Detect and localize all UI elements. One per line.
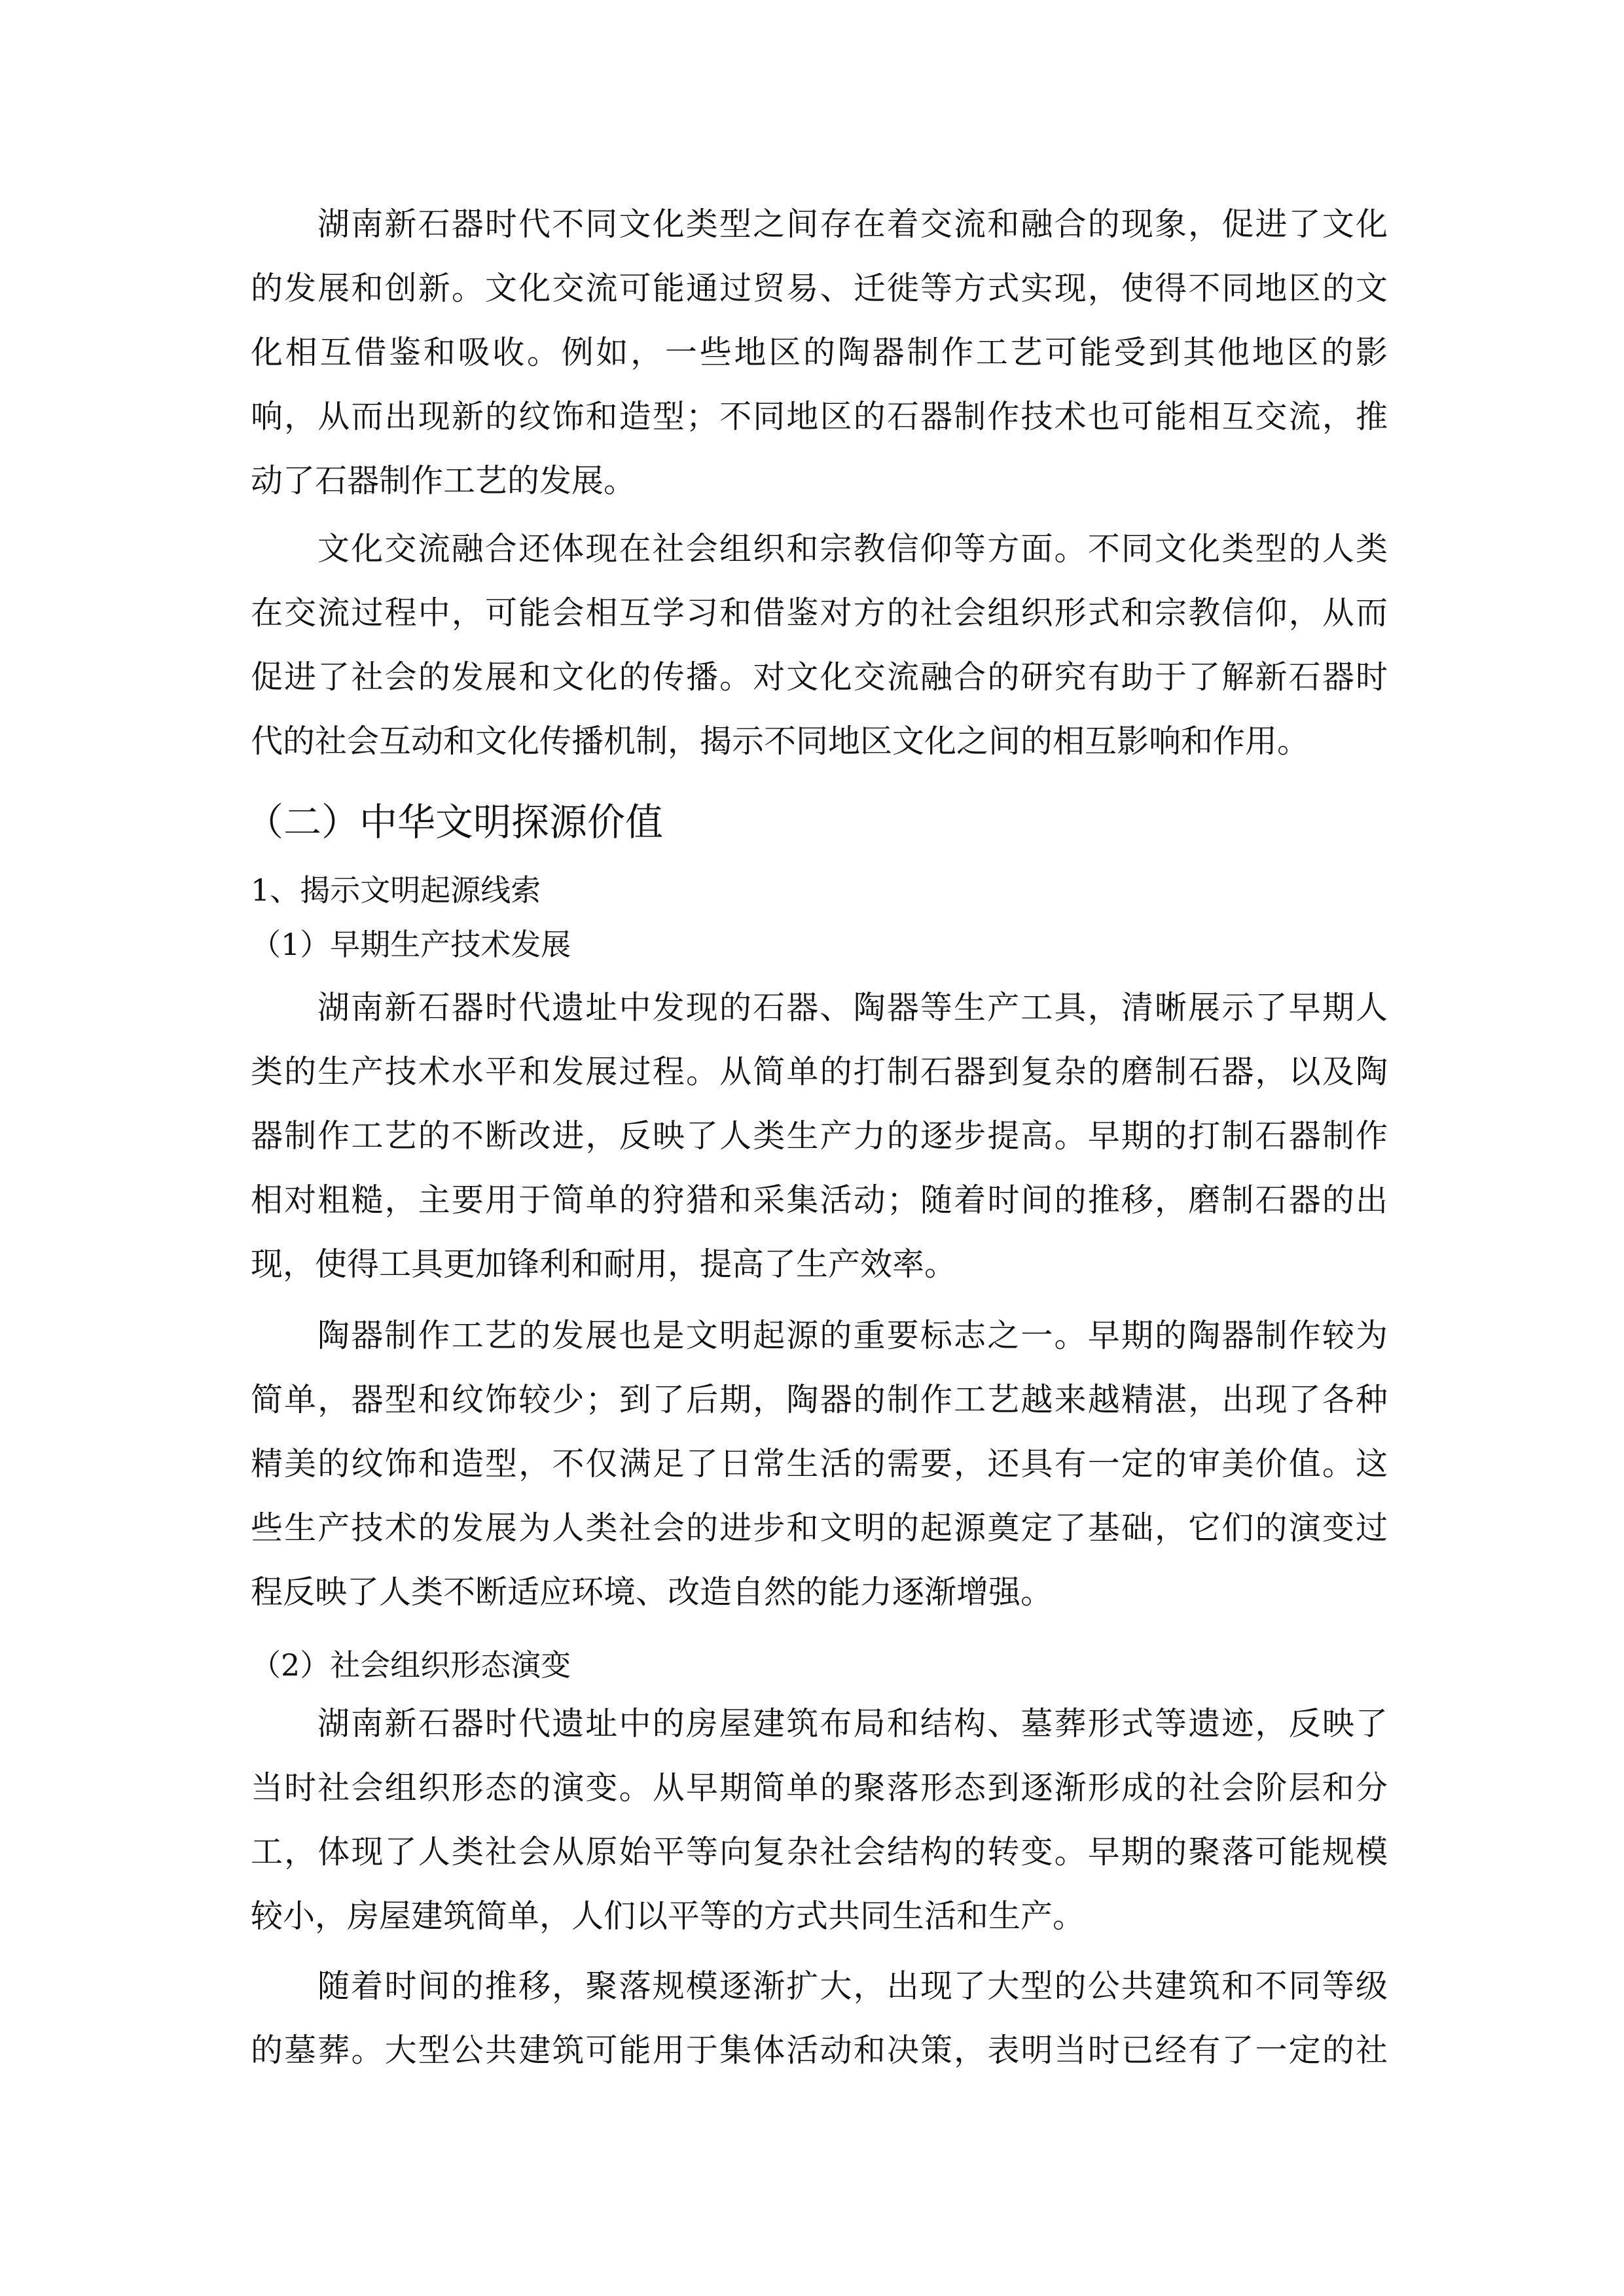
paragraph-line: 的墓葬。大型公共建筑可能用于集体活动和决策，表明当时已经有了一定的社 [251, 2032, 1388, 2069]
paragraph-line: 工，体现了人类社会从原始平等向复杂社会结构的转变。早期的聚落可能规模 [251, 1833, 1388, 1871]
paragraph-line: 些生产技术的发展为人类社会的进步和文明的起源奠定了基础，它们的演变过 [251, 1509, 1388, 1547]
paragraph-line: 代的社会互动和文化传播机制，揭示不同地区文化之间的相互影响和作用。 [251, 723, 1310, 760]
paragraph-line: 响，从而出现新的纹饰和造型；不同地区的石器制作技术也可能相互交流，推 [251, 398, 1388, 435]
paragraph-line: 相对粗糙，主要用于简单的狩猎和采集活动；随着时间的推移，磨制石器的出 [251, 1181, 1388, 1219]
section-heading: （二）中华文明探源价值 [245, 800, 664, 844]
paragraph-line: 化相互借鉴和吸收。例如，一些地区的陶器制作工艺可能受到其他地区的影 [251, 334, 1388, 371]
paragraph-line: 湖南新石器时代不同文化类型之间存在着交流和融合的现象，促进了文化 [317, 206, 1388, 243]
paragraph-line: 在交流过程中，可能会相互学习和借鉴对方的社会组织形式和宗教信仰，从而 [251, 594, 1388, 632]
sub-subsection-heading: （1）早期生产技术发展 [251, 927, 571, 962]
paragraph-line: 动了石器制作工艺的发展。 [251, 462, 636, 499]
paragraph-line: 的发展和创新。文化交流可能通过贸易、迁徙等方式实现，使得不同地区的文 [251, 270, 1388, 307]
paragraph-line: 湖南新石器时代遗址中发现的石器、陶器等生产工具，清晰展示了早期人 [317, 989, 1388, 1026]
sub-subsection-heading: （2）社会组织形态演变 [251, 1647, 571, 1683]
paragraph-line: 湖南新石器时代遗址中的房屋建筑布局和结构、墓葬形式等遗迹，反映了 [317, 1705, 1388, 1742]
paragraph-line: 器制作工艺的不断改进，反映了人类生产力的逐步提高。早期的打制石器制作 [251, 1117, 1388, 1155]
paragraph-line: 文化交流融合还体现在社会组织和宗教信仰等方面。不同文化类型的人类 [317, 530, 1388, 567]
paragraph-line: 随着时间的推移，聚落规模逐渐扩大，出现了大型的公共建筑和不同等级 [317, 1967, 1388, 2005]
paragraph-line: 程反映了人类不断适应环境、改造自然的能力逐渐增强。 [251, 1573, 1053, 1611]
paragraph-line: 类的生产技术水平和发展过程。从简单的打制石器到复杂的磨制石器，以及陶 [251, 1053, 1388, 1090]
subsection-heading: 1、揭示文明起源线索 [251, 872, 541, 908]
paragraph-line: 精美的纹饰和造型，不仅满足了日常生活的需要，还具有一定的审美价值。这 [251, 1445, 1388, 1482]
paragraph-line: 陶器制作工艺的发展也是文明起源的重要标志之一。早期的陶器制作较为 [317, 1317, 1388, 1354]
paragraph-line: 现，使得工具更加锋利和耐用，提高了生产效率。 [251, 1246, 957, 1283]
paragraph-line: 较小，房屋建筑简单，人们以平等的方式共同生活和生产。 [251, 1897, 1085, 1935]
paragraph-line: 简单，器型和纹饰较少；到了后期，陶器的制作工艺越来越精湛，出现了各种 [251, 1381, 1388, 1418]
paragraph-line: 当时社会组织形态的演变。从早期简单的聚落形态到逐渐形成的社会阶层和分 [251, 1769, 1388, 1806]
paragraph-line: 促进了社会的发展和文化的传播。对文化交流融合的研究有助于了解新石器时 [251, 658, 1388, 696]
